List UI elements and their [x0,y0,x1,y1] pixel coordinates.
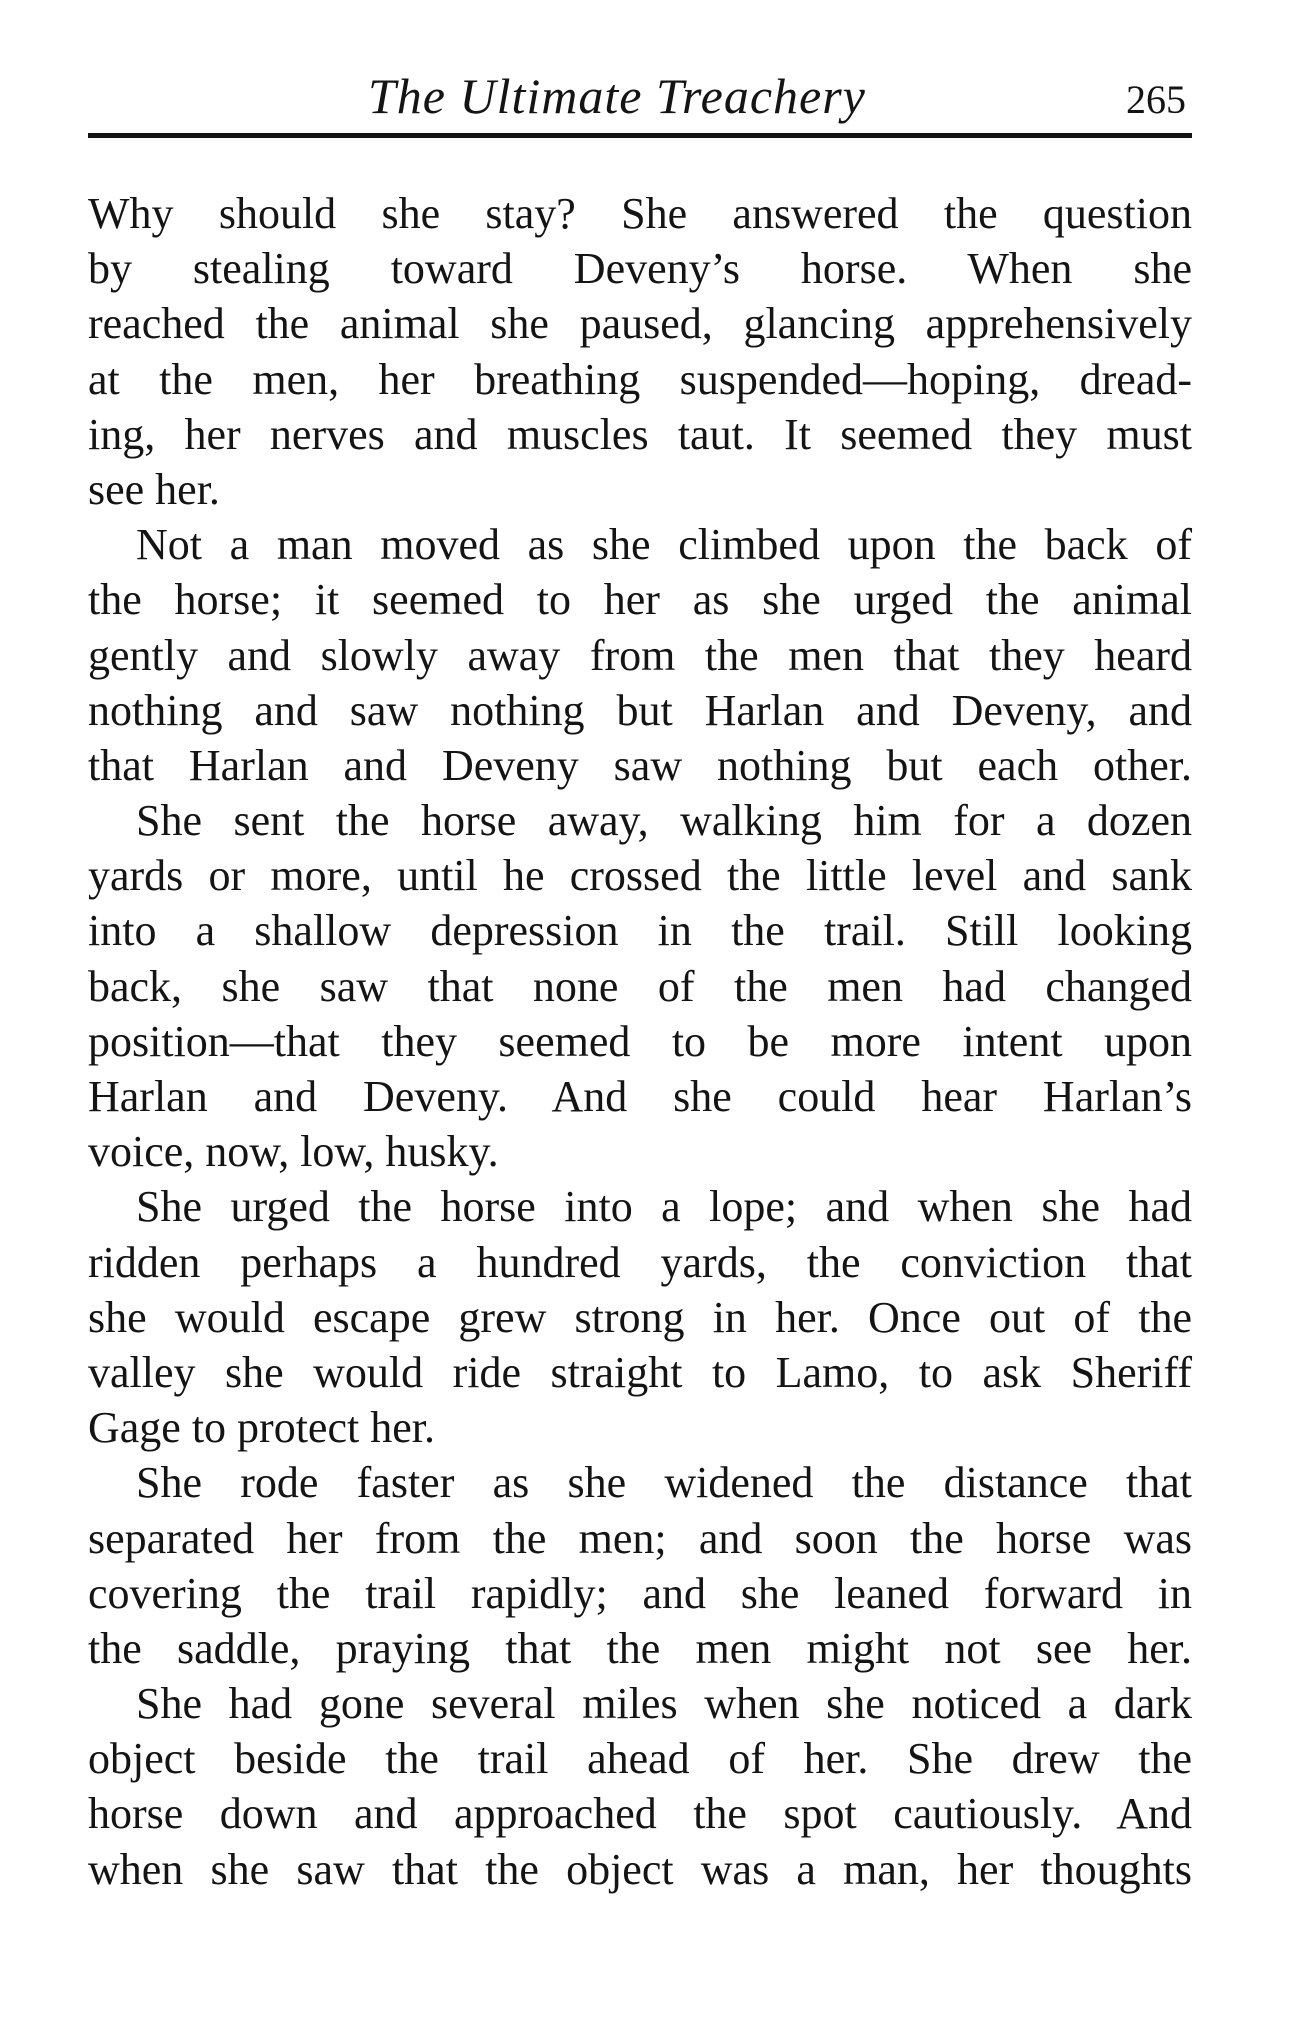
text-line: She rode faster as she widened the distance that [136,1458,1192,1508]
paragraph [88,1179,1192,1455]
text-line: Harlan and Deveny. And she could hear Harlan’s [88,1072,1192,1121]
text-line: She sent the horse away, walking him for a dozen [136,796,1192,846]
text-line: object beside the trail ahead of her. She drew the [88,1734,1192,1784]
header-rule [88,133,1192,138]
text-line: the horse; it seemed to her as she urged the animal [88,575,1192,625]
text-line: ing, her nerves and muscles taut. It seemed they must [88,409,1192,459]
text-line: the saddle, praying that the men might not see her. [88,1623,1192,1673]
text-line: covering the trail rapidly; and she leaned forward in [88,1568,1192,1618]
paragraph [88,1676,1192,1897]
text-line: reached the animal she paused, glancing apprehensively [88,299,1192,349]
text-line: voice, now, low, husky. [88,1127,499,1177]
text-line: She urged the horse into a lope; and when she had [136,1182,1192,1232]
text-line: position—that they seemed to be more intent upon [88,1016,1192,1066]
text-line: She had gone several miles when she noticed a dark [136,1679,1192,1729]
paragraph [88,517,1192,793]
text-line: nothing and saw nothing but Harlan and Deveny, and [88,685,1192,735]
text-line: back, she saw that none of the men had changed [88,961,1192,1011]
text-line: gently and slowly away from the men that they heard [88,630,1192,680]
text-line: Gage to protect her. [88,1403,435,1453]
page-number: 265 [1126,77,1186,122]
text-line: Not a man moved as she climbed upon the back of [136,520,1192,570]
body-text [88,186,1192,1897]
text-line: see her. [88,464,220,514]
paragraph [88,793,1192,1179]
text-line: that Harlan and Deveny saw nothing but each other. [88,740,1192,790]
text-line: at the men, her breathing suspended—hoping, dread- [88,354,1192,404]
text-line: by stealing toward Deveny’s horse. When she [88,244,1192,294]
text-line: valley she would ride straight to Lamo, to ask Sheriff [88,1347,1192,1397]
text-line: when she saw that the object was a man, her thoughts [88,1844,1192,1894]
text-line: yards or more, until he crossed the little level and sank [88,851,1192,901]
paragraph [88,186,1192,517]
text-line: into a shallow depression in the trail. Still looking [88,906,1192,956]
running-title: The Ultimate Treachery [368,68,866,124]
paragraph [88,1455,1192,1676]
text-line: horse down and approached the spot cautiously. And [88,1789,1192,1839]
running-head [88,64,1192,128]
text-line: separated her from the men; and soon the horse was [88,1513,1192,1563]
text-line: ridden perhaps a hundred yards, the conviction that [88,1237,1192,1287]
text-line: Why should she stay? She answered the question [88,189,1192,238]
text-line: she would escape grew strong in her. Once out of the [88,1292,1192,1342]
